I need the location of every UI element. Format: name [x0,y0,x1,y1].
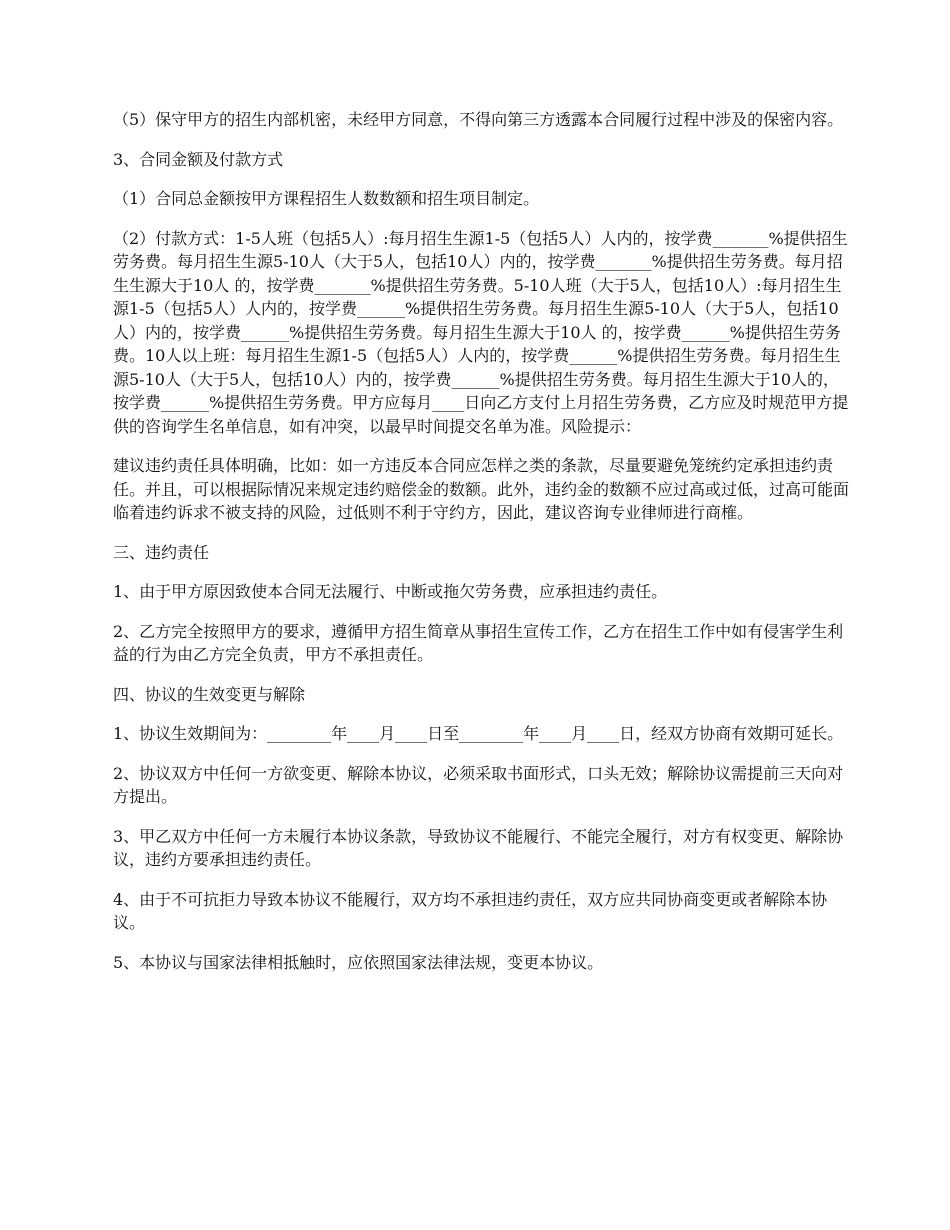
heading-contract-amount: 3、合同金额及付款方式 [113,149,284,169]
section-heading-breach: 三、违约责任 [113,542,210,562]
paragraph-breach-2: 2、乙方完全按照甲方的要求，遵循甲方招生简章从事招生宣传工作，乙方在招生工作中如有侵害学生利益的行为由乙方完全负责，甲方不承担责任。 [113,621,844,664]
paragraph-effect-5: 5、本协议与国家法律相抵触时，应依照国家法律法规，变更本协议。 [113,952,604,972]
paragraph-confidentiality: （5）保守甲方的招生内部机密，未经甲方同意，不得向第三方透露本合同履行过程中涉及的保密内容。 [113,110,844,129]
paragraph-effect-4: 4、由于不可抗拒力导致本协议不能履行，双方均不承担违约责任，双方应共同协商变更或者解除本协议。 [113,889,828,932]
paragraph-risk-tip: 建议违约责任具体明确，比如：如一方违反本合同应怎样之类的条款，尽量要避免笼统约定承担违约责任。并且，可以根据际情况来规定违约赔偿金的数额。此外，违约金的数额不应过高或过低，过高可能面临着违约诉求不被支持的风险，过低则不利于守约方，因此，建议咨询专业律师进行商榷。 [113,456,850,522]
paragraph-payment-method: （2）付款方式：1-5人班（包括5人）:每月招生生源1-5（包括5人）人内的，按学费_______%提供招生劳务费。每月招生生源5-10人（大于5人，包括10人）内的，按学费_______%提供招生劳务费。每月招生生源大于10人 的，按学费_______%提供招生劳务费。5-10人班（大于5人，包括10人）:每月招生生源1-5（包括5人）人内的，按学费______%提供招生劳务费。每月招生生源5-10人（大于5人，包括10人）内的，按学费______%提供招生劳务费。每月招生生源大于10人 的，按学费______%提供招生劳务费。10人以上班：每月招生生源1-5（包括5人）人内的，按学费______%提供招生劳务费。每月招生生源5-10人（大于5人，包括10人）内的，按学费______%提供招生劳务费。每月招生生源大于10人的，按学费______%提供招生劳务费。甲方应每月____日向乙方支付上月招生劳务费，乙方应及时规范甲方提供的咨询学生名单信息，如有冲突，以最早时间提交名单为准。风险提示： [113,228,849,436]
paragraph-effect-3: 3、甲乙双方中任何一方未履行本协议条款，导致协议不能履行、不能完全履行，对方有权变更、解除协议，违约方要承担违约责任。 [113,826,844,869]
paragraph-total-amount: （1）合同总金额按甲方课程招生人数数额和招生项目制定。 [113,189,540,208]
paragraph-effect-2: 2、协议双方中任何一方欲变更、解除本协议，必须采取书面形式，口头无效；解除协议需提前三天向对方提出。 [113,763,844,806]
paragraph-breach-1: 1、由于甲方原因致使本合同无法履行、中断或拖欠劳务费，应承担违约责任。 [113,582,668,601]
section-heading-effect: 四、协议的生效变更与解除 [113,684,306,704]
paragraph-effect-1: 1、协议生效期间为：________年____月____日至________年____月____日，经双方协商有效期可延长。 [113,724,844,743]
document-page [113,108,853,990]
